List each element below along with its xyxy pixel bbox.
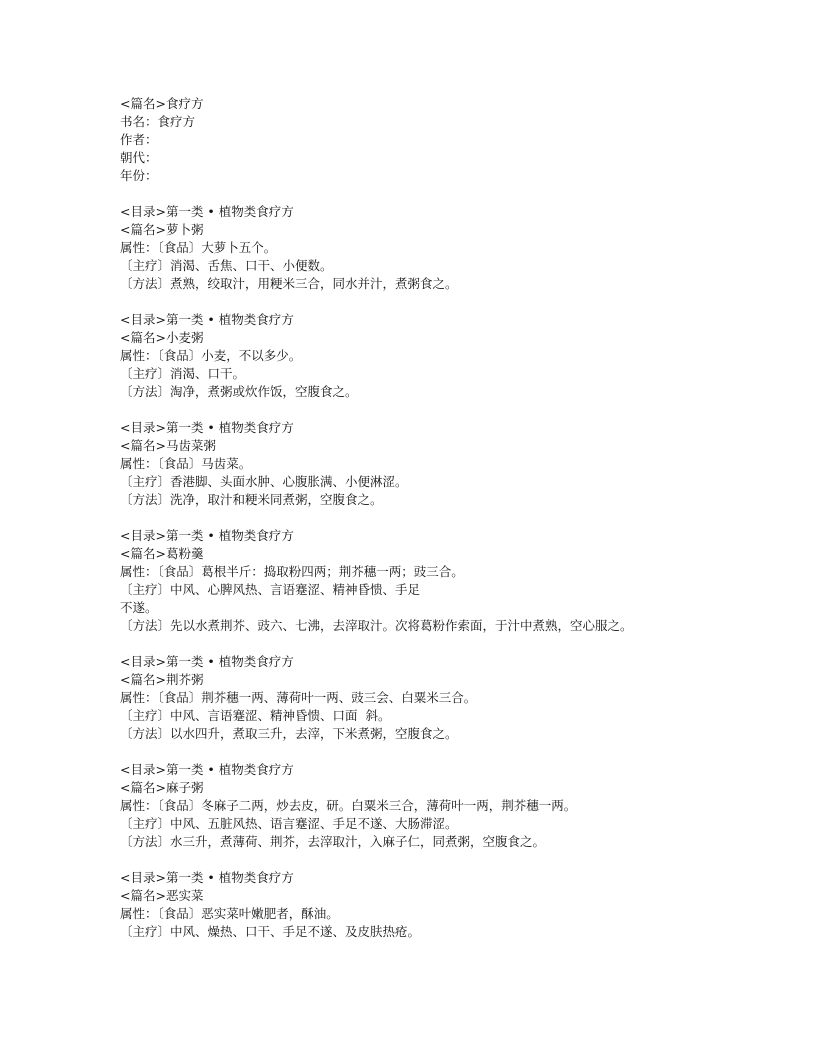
catalog-line: <目录>第一类 • 植物类食疗方 bbox=[120, 654, 294, 669]
recipe-line: 〔方法〕淘净，煮粥或炊作饭，空腹食之。 bbox=[120, 384, 358, 399]
recipe-line: 〔主疗〕香港脚、头面水肿、心腹胀满、小便淋涩。 bbox=[120, 474, 408, 489]
recipe-name: <篇名>麻子粥 bbox=[120, 780, 204, 795]
recipe-line: 不遂。 bbox=[120, 600, 158, 615]
recipe-line: 〔主疗〕中风、心脾风热、言语蹇涩、精神昏愦、手足 bbox=[120, 582, 421, 597]
recipe-line: 〔方法〕以水四升，煮取三升，去滓，下米煮粥，空腹食之。 bbox=[120, 726, 458, 741]
recipe-line: 〔主疗〕消渴、口干。 bbox=[120, 366, 246, 381]
document-page bbox=[120, 95, 780, 959]
recipe-name: <篇名>小麦粥 bbox=[120, 330, 204, 345]
recipe-entry-1 bbox=[120, 203, 780, 293]
recipe-line: 属性：〔食品〕小麦，不以多少。 bbox=[120, 348, 302, 363]
recipe-line: 〔方法〕洗净，取汁和粳米同煮粥，空腹食之。 bbox=[120, 492, 383, 507]
recipe-name: <篇名>荆芥粥 bbox=[120, 672, 204, 687]
recipe-name: <篇名>恶实菜 bbox=[120, 888, 204, 903]
year-field: 年份： bbox=[120, 168, 158, 183]
recipe-line: 〔主疗〕中风、燥热、口干、手足不遂、及皮肤热疮。 bbox=[120, 924, 421, 939]
catalog-line: <目录>第一类 • 植物类食疗方 bbox=[120, 420, 294, 435]
chapter-title: <篇名>食疗方 bbox=[120, 96, 204, 111]
recipe-line: 属性：〔食品〕冬麻子二两，炒去皮，研。白粟米三合，薄荷叶一两，荆芥穗一两。 bbox=[120, 798, 577, 813]
catalog-line: <目录>第一类 • 植物类食疗方 bbox=[120, 762, 294, 777]
author-field: 作者： bbox=[120, 132, 158, 147]
book-name: 书名：食疗方 bbox=[120, 114, 196, 129]
recipe-name: <篇名>马齿菜粥 bbox=[120, 438, 216, 453]
recipe-entry-2 bbox=[120, 311, 780, 401]
recipe-entry-4 bbox=[120, 527, 780, 635]
recipe-line: 属性：〔食品〕荆芥穗一两、薄荷叶一两、豉三会、白粟米三合。 bbox=[120, 690, 477, 705]
recipe-name: <篇名>萝卜粥 bbox=[120, 222, 204, 237]
recipe-line: 〔方法〕煮熟，绞取汁，用粳米三合，同水并汁，煮粥食之。 bbox=[120, 276, 458, 291]
recipe-line: 属性：〔食品〕恶实菜叶嫩肥者，酥油。 bbox=[120, 906, 339, 921]
dynasty-field: 朝代： bbox=[120, 150, 158, 165]
recipe-line: 属性：〔食品〕马齿菜。 bbox=[120, 456, 252, 471]
catalog-line: <目录>第一类 • 植物类食疗方 bbox=[120, 312, 294, 327]
recipe-line: 〔方法〕先以水煮荆芥、豉六、七沸，去滓取汁。次将葛粉作索面，于汁中煮熟，空心服之。 bbox=[120, 618, 633, 633]
catalog-line: <目录>第一类 • 植物类食疗方 bbox=[120, 870, 294, 885]
recipe-entry-5 bbox=[120, 653, 780, 743]
recipe-line: 〔主疗〕中风、五脏风热、语言蹇涩、手足不遂、大肠滞涩。 bbox=[120, 816, 458, 831]
recipe-line: 〔主疗〕中风、言语蹇涩、精神昏愦、口面 斜。 bbox=[120, 708, 391, 723]
catalog-line: <目录>第一类 • 植物类食疗方 bbox=[120, 528, 294, 543]
recipe-line: 属性：〔食品〕葛根半斤：捣取粉四两；荆芥穗一两；豉三合。 bbox=[120, 564, 464, 579]
recipe-entry-3 bbox=[120, 419, 780, 509]
recipe-line: 〔主疗〕消渴、舌焦、口干、小便数。 bbox=[120, 258, 333, 273]
recipe-name: <篇名>葛粉羹 bbox=[120, 546, 204, 561]
recipe-entry-7 bbox=[120, 869, 780, 941]
catalog-line: <目录>第一类 • 植物类食疗方 bbox=[120, 204, 294, 219]
document-header bbox=[120, 95, 780, 185]
recipe-entry-6 bbox=[120, 761, 780, 851]
recipe-line: 属性：〔食品〕大萝卜五个。 bbox=[120, 240, 277, 255]
recipe-line: 〔方法〕水三升，煮薄荷、荆芥，去滓取汁，入麻子仁，同煮粥，空腹食之。 bbox=[120, 834, 546, 849]
